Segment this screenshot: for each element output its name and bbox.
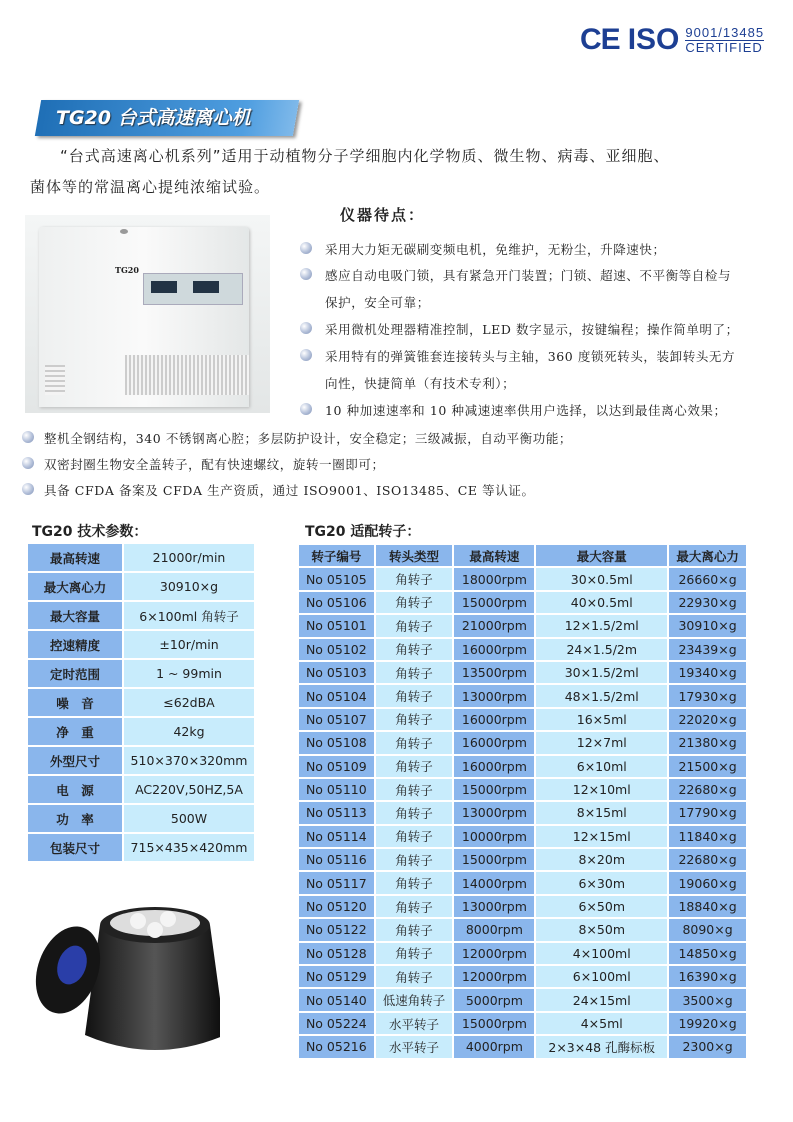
max-speed: 15000rpm	[453, 1012, 535, 1035]
rotor-type: 角转子	[375, 591, 454, 614]
rotor-type: 角转子	[375, 965, 454, 988]
table-row	[298, 614, 747, 637]
rotor-type: 角转子	[375, 638, 454, 661]
max-capacity: 12×7ml	[535, 731, 668, 754]
rotor-type: 角转子	[375, 918, 454, 941]
spec-row	[27, 659, 255, 688]
table-row	[298, 708, 747, 731]
max-speed: 13000rpm	[453, 895, 535, 918]
table-row	[298, 731, 747, 754]
table-row	[298, 871, 747, 894]
rotor-number: No 05117	[298, 871, 375, 894]
rotor-number: No 05129	[298, 965, 375, 988]
feature-text: 向性，快捷简单（有技术专利）；	[325, 376, 516, 391]
table-row	[298, 684, 747, 707]
feature-text: 双密封圈生物安全盖转子，配有快速螺纹，旋转一圈即可；	[44, 457, 385, 472]
bullet-icon	[300, 349, 312, 361]
feature-item	[22, 455, 385, 473]
max-speed: 8000rpm	[453, 918, 535, 941]
max-capacity: 6×10ml	[535, 755, 668, 778]
rotor-type: 角转子	[375, 801, 454, 824]
features-heading: 仪器待点：	[340, 206, 426, 224]
max-speed: 13000rpm	[453, 684, 535, 707]
rotors-title: TG20 适配转子：	[305, 524, 421, 540]
table-row	[298, 801, 747, 824]
bullet-icon	[300, 403, 312, 415]
rotor-type: 角转子	[375, 661, 454, 684]
max-capacity: 6×50m	[535, 895, 668, 918]
spec-row	[27, 717, 255, 746]
max-rcf: 17790×g	[668, 801, 747, 824]
spec-label: 定时范围	[27, 659, 123, 688]
iso-mark: ISO	[627, 23, 680, 56]
table-row	[298, 895, 747, 918]
feature-item	[300, 401, 727, 419]
spec-value: 42kg	[123, 717, 255, 746]
max-rcf: 2300×g	[668, 1035, 747, 1058]
max-speed: 13500rpm	[453, 661, 535, 684]
rotors-table	[297, 543, 748, 1060]
rotor-number: No 05104	[298, 684, 375, 707]
max-speed: 18000rpm	[453, 567, 535, 590]
spec-row	[27, 775, 255, 804]
max-capacity: 24×15ml	[535, 988, 668, 1011]
bullet-icon	[300, 242, 312, 254]
rotor-type: 角转子	[375, 871, 454, 894]
max-rcf: 21380×g	[668, 731, 747, 754]
column-header: 最大容量	[535, 544, 668, 567]
bullet-icon	[300, 268, 312, 280]
rotor-image	[30, 885, 220, 1060]
rotor-number: No 05140	[298, 988, 375, 1011]
max-capacity: 16×5ml	[535, 708, 668, 731]
table-row	[298, 755, 747, 778]
rotor-number: No 05106	[298, 591, 375, 614]
spec-value: AC220V,50HZ,5A	[123, 775, 255, 804]
table-row	[298, 1035, 747, 1058]
table-row	[298, 661, 747, 684]
rotor-number: No 05216	[298, 1035, 375, 1058]
max-capacity: 24×1.5/2m	[535, 638, 668, 661]
max-speed: 15000rpm	[453, 848, 535, 871]
max-capacity: 40×0.5ml	[535, 591, 668, 614]
max-rcf: 14850×g	[668, 942, 747, 965]
max-speed: 16000rpm	[453, 708, 535, 731]
spec-label: 最大离心力	[27, 572, 123, 601]
max-capacity: 12×10ml	[535, 778, 668, 801]
certification-logo	[580, 22, 764, 58]
column-header: 转头类型	[375, 544, 454, 567]
table-row	[298, 942, 747, 965]
rotor-number: No 05102	[298, 638, 375, 661]
max-rcf: 17930×g	[668, 684, 747, 707]
feature-text: 采用微机处理器精准控制，LED 数字显示，按键编程；操作简单明了；	[325, 322, 739, 337]
max-rcf: 22680×g	[668, 778, 747, 801]
spec-value: 1 ~ 99min	[123, 659, 255, 688]
bullet-icon	[22, 457, 34, 469]
table-row	[298, 988, 747, 1011]
max-capacity: 6×100ml	[535, 965, 668, 988]
max-capacity: 4×100ml	[535, 942, 668, 965]
max-capacity: 30×1.5/2ml	[535, 661, 668, 684]
max-speed: 10000rpm	[453, 825, 535, 848]
feature-item	[22, 481, 535, 499]
max-rcf: 18840×g	[668, 895, 747, 918]
max-rcf: 19340×g	[668, 661, 747, 684]
rotor-number: No 05224	[298, 1012, 375, 1035]
spec-label: 外型尺寸	[27, 746, 123, 775]
max-rcf: 3500×g	[668, 988, 747, 1011]
spec-value: ≤62dBA	[123, 688, 255, 717]
intro-line-2: 菌体等的常温离心提纯浓缩试验。	[30, 178, 271, 196]
max-rcf: 26660×g	[668, 567, 747, 590]
spec-row	[27, 543, 255, 572]
max-speed: 15000rpm	[453, 591, 535, 614]
feature-text: 具备 CFDA 备案及 CFDA 生产资质，通过 ISO9001、ISO13485、CE 等认证。	[44, 483, 535, 498]
max-speed: 12000rpm	[453, 965, 535, 988]
feature-text: 感应自动电吸门锁，具有紧急开门装置；门锁、超速、不平衡等自检与	[325, 268, 732, 283]
feature-text: 整机全钢结构，340 不锈钢离心腔；多层防护设计，安全稳定；三级减振，自动平衡功能；	[44, 431, 573, 446]
max-rcf: 22680×g	[668, 848, 747, 871]
bullet-icon	[300, 322, 312, 334]
machine-label: TG20	[115, 265, 139, 275]
rotor-number: No 05113	[298, 801, 375, 824]
max-capacity: 30×0.5ml	[535, 567, 668, 590]
spec-row	[27, 601, 255, 630]
rotor-type: 水平转子	[375, 1012, 454, 1035]
rotor-number: No 05116	[298, 848, 375, 871]
max-rcf: 19060×g	[668, 871, 747, 894]
table-row	[298, 567, 747, 590]
max-rcf: 19920×g	[668, 1012, 747, 1035]
max-capacity: 4×5ml	[535, 1012, 668, 1035]
rotor-number: No 05114	[298, 825, 375, 848]
rotor-type: 角转子	[375, 778, 454, 801]
spec-row	[27, 746, 255, 775]
rotor-type: 角转子	[375, 755, 454, 778]
rotor-type: 角转子	[375, 895, 454, 918]
spec-value: 30910×g	[123, 572, 255, 601]
spec-value: 510×370×320mm	[123, 746, 255, 775]
feature-item	[300, 240, 666, 258]
max-rcf: 21500×g	[668, 755, 747, 778]
feature-item	[300, 266, 731, 311]
rotor-number: No 05101	[298, 614, 375, 637]
feature-text: 保护，安全可靠；	[325, 295, 430, 310]
rotor-number: No 05128	[298, 942, 375, 965]
bullet-icon	[22, 431, 34, 443]
rotor-number: No 05110	[298, 778, 375, 801]
rotor-type: 角转子	[375, 731, 454, 754]
max-speed: 4000rpm	[453, 1035, 535, 1058]
feature-text: 10 种加速速率和 10 种减速速率供用户选择，以达到最佳离心效果；	[325, 403, 727, 418]
spec-value: ±10r/min	[123, 630, 255, 659]
max-capacity: 6×30m	[535, 871, 668, 894]
spec-label: 最高转速	[27, 543, 123, 572]
spec-value: 6×100ml 角转子	[123, 601, 255, 630]
max-capacity: 12×15ml	[535, 825, 668, 848]
rotor-type: 角转子	[375, 684, 454, 707]
spec-label: 控速精度	[27, 630, 123, 659]
iso-numbers: 9001/13485	[685, 24, 765, 40]
max-capacity: 2×3×48 孔酶标板	[535, 1035, 668, 1058]
table-row	[298, 1012, 747, 1035]
max-speed: 16000rpm	[453, 731, 535, 754]
max-speed: 16000rpm	[453, 638, 535, 661]
feature-item	[22, 429, 572, 447]
rotor-number: No 05108	[298, 731, 375, 754]
table-row	[298, 638, 747, 661]
spec-row	[27, 630, 255, 659]
rotor-type: 角转子	[375, 708, 454, 731]
max-speed: 5000rpm	[453, 988, 535, 1011]
specs-table	[26, 542, 256, 863]
column-header: 最高转速	[453, 544, 535, 567]
table-header-row	[298, 544, 747, 567]
spec-row	[27, 833, 255, 862]
rotor-type: 角转子	[375, 848, 454, 871]
feature-item	[300, 347, 735, 392]
table-row	[298, 965, 747, 988]
spec-label: 噪 音	[27, 688, 123, 717]
rotor-type: 角转子	[375, 825, 454, 848]
certified-label: CERTIFIED	[685, 39, 763, 55]
max-speed: 13000rpm	[453, 801, 535, 824]
rotor-type: 水平转子	[375, 1035, 454, 1058]
table-row	[298, 778, 747, 801]
max-capacity: 8×15ml	[535, 801, 668, 824]
rotor-type: 角转子	[375, 567, 454, 590]
spec-label: 最大容量	[27, 601, 123, 630]
max-capacity: 48×1.5/2ml	[535, 684, 668, 707]
rotor-number: No 05109	[298, 755, 375, 778]
specs-title: TG20 技术参数：	[32, 524, 148, 540]
rotor-number: No 05120	[298, 895, 375, 918]
table-row	[298, 591, 747, 614]
feature-text: 采用大力矩无碳刷变频电机，免维护，无粉尘，升降速快；	[325, 242, 666, 257]
spec-label: 功 率	[27, 804, 123, 833]
iso-standards	[685, 26, 764, 55]
rotor-number: No 05103	[298, 661, 375, 684]
max-capacity: 12×1.5/2ml	[535, 614, 668, 637]
rotor-number: No 05107	[298, 708, 375, 731]
intro-line-1: “台式高速离心机系列”适用于动植物分子学细胞内化学物质、微生物、病毒、亚细胞、	[60, 147, 670, 165]
spec-row	[27, 688, 255, 717]
rotor-type: 角转子	[375, 942, 454, 965]
max-speed: 15000rpm	[453, 778, 535, 801]
spec-label: 净 重	[27, 717, 123, 746]
max-rcf: 23439×g	[668, 638, 747, 661]
rotor-number: No 05122	[298, 918, 375, 941]
spec-value: 715×435×420mm	[123, 833, 255, 862]
spec-label: 电 源	[27, 775, 123, 804]
spec-row	[27, 572, 255, 601]
rotor-number: No 05105	[298, 567, 375, 590]
max-speed: 14000rpm	[453, 871, 535, 894]
max-rcf: 8090×g	[668, 918, 747, 941]
max-speed: 21000rpm	[453, 614, 535, 637]
table-row	[298, 848, 747, 871]
title-banner	[35, 100, 299, 136]
centrifuge-image	[25, 215, 270, 413]
max-rcf: 16390×g	[668, 965, 747, 988]
feature-item	[300, 320, 739, 338]
max-rcf: 11840×g	[668, 825, 747, 848]
rotor-type: 角转子	[375, 614, 454, 637]
column-header: 最大离心力	[668, 544, 747, 567]
bullet-icon	[22, 483, 34, 495]
spec-row	[27, 804, 255, 833]
column-header: 转子编号	[298, 544, 375, 567]
ce-mark: CE	[580, 23, 620, 56]
table-row	[298, 825, 747, 848]
max-rcf: 22930×g	[668, 591, 747, 614]
spec-label: 包装尺寸	[27, 833, 123, 862]
spec-value: 500W	[123, 804, 255, 833]
max-capacity: 8×50m	[535, 918, 668, 941]
page-title: TG20 台式高速离心机	[56, 107, 251, 129]
max-speed: 16000rpm	[453, 755, 535, 778]
max-rcf: 22020×g	[668, 708, 747, 731]
max-capacity: 8×20m	[535, 848, 668, 871]
max-rcf: 30910×g	[668, 614, 747, 637]
rotor-type: 低速角转子	[375, 988, 454, 1011]
spec-value: 21000r/min	[123, 543, 255, 572]
feature-text: 采用特有的弹簧锥套连接转头与主轴，360 度锁死转头，装卸转头无方	[325, 349, 736, 364]
max-speed: 12000rpm	[453, 942, 535, 965]
table-row	[298, 918, 747, 941]
